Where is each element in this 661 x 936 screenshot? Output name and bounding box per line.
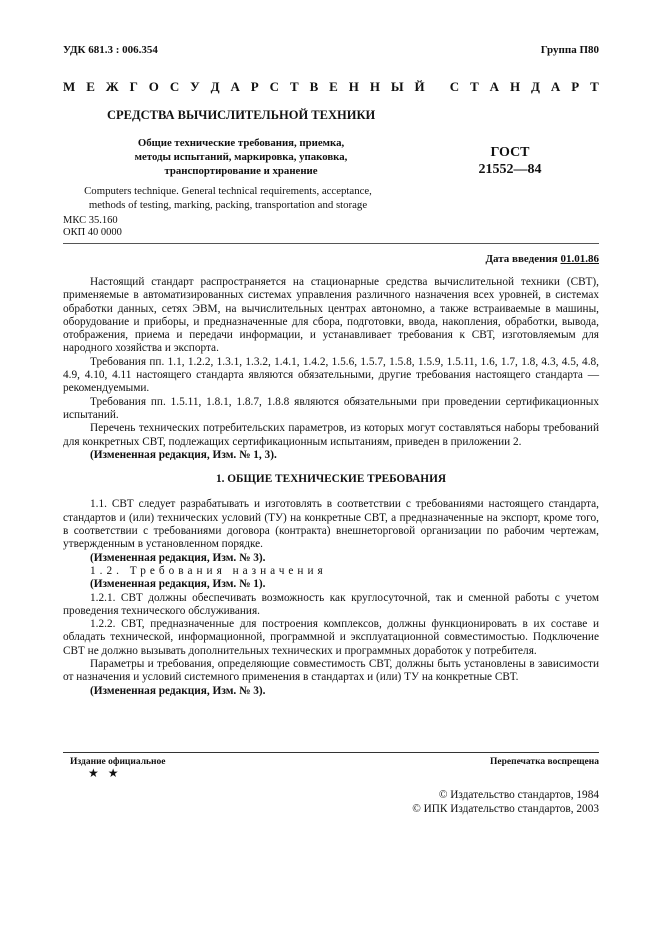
header-letter: Й [414,79,425,94]
header-letter: Н [348,79,359,94]
introduction-date [485,253,599,265]
subtitle-line: транспортирование и хранение [164,165,318,177]
header-letter: Ж [105,79,119,94]
document-subtitle [110,136,372,178]
header-letter: Н [509,79,521,94]
paragraph: 1.2.1. СВТ должны обеспечивать возможность как круглосуточной, так и сменной работы с учетом проведения технического обслуживания. [63,591,599,617]
header-letter: Е [329,79,338,94]
document-title: СРЕДСТВА ВЫЧИСЛИТЕЛЬНОЙ ТЕХНИКИ [107,108,376,122]
header-letter: Т [289,79,299,94]
okp-code: ОКП 40 0000 [63,227,122,238]
mks-code: МКС 35.160 [63,215,118,226]
header-letter: С [269,79,280,94]
header-letter: Н [369,79,380,94]
header-letter: А [550,79,561,94]
amendment-note: (Измененная редакция, Изм. № 1). [90,578,266,591]
header-letter: В [309,79,319,94]
paragraph: Перечень технических потребительских параметров, из которых могут составляться наборы требований для конкретных СВТ, подлежащих сертификационным испытаниям, приведен в приложении 2. [63,422,599,448]
group-code: Группа П80 [540,44,599,56]
subsection-heading: 1.2. Требования назначения [90,564,327,577]
header-letter: Г [129,79,138,94]
copyright-line: © ИПК Издательство стандартов, 2003 [412,802,599,815]
header-letter: У [190,79,200,94]
udk-code: УДК 681.3 : 006.354 [63,44,158,56]
header-letter: А [489,79,500,94]
footer-divider [63,752,599,753]
divider [63,243,599,244]
english-title [63,185,393,212]
reprint-prohibited-label: Перепечатка воспрещена [489,757,599,767]
date-label: Дата введения [485,253,558,265]
english-title-line: Computers technique. General technical requirements, acceptance, [84,185,372,197]
paragraph: 1.2.2. СВТ, предназначенные для построения комплексов, должны функционировать в их составе и обладать технической, информационной, программной и эксплуатационной совместимостью. Подключение СВТ не должно вызывать дополнительных технических и программных доработок у потребителя. [63,618,599,657]
copyright-line: © Издательство стандартов, 1984 [438,789,599,801]
header-letter: Д [210,79,220,94]
classification-codes [63,215,122,239]
header-letter: Ы [390,79,404,94]
header-letter: Т [590,79,599,94]
document-body [63,276,599,698]
paragraph: Настоящий стандарт распространяется на стационарные средства вычислительной техники (СВТ), применяемые в автоматизированных системах управления различного назначения всех уровней, в системах обработки данных, сетях ЭВМ, на вычислительных центрах автономно, а также встраиваемые в машины, оборудование и приборы, и предназначенные для сбора, подготовки, ввода, накопления, обработки, вывода, отображения, приема и передачи информации, и устанавливает требования к СВТ, изготовляемым для народного хозяйства и экспорта. [63,276,599,355]
header-letter: О [148,79,159,94]
header-letter: Р [571,79,580,94]
header-letter: М [63,79,76,94]
interstate-standard-header [63,79,599,95]
official-edition-label: Издание официальное [70,757,166,767]
header-letter: С [449,79,460,94]
copyright [412,789,599,816]
english-title-line: methods of testing, marking, packing, transportation and storage [88,198,368,211]
date-value: 01.01.86 [560,253,599,265]
subtitle-line: методы испытаний, маркировка, упаковка, [134,151,348,163]
gost-label: ГОСТ [490,145,530,160]
stars-icon: ★ ★ [88,766,122,780]
section-heading: 1. ОБЩИЕ ТЕХНИЧЕСКИЕ ТРЕБОВАНИЯ [215,473,447,486]
gost-number [460,144,560,178]
gost-code: 21552—84 [478,162,542,177]
amendment-note: (Измененная редакция, Изм. № 3). [90,551,266,564]
paragraph: Требования пп. 1.1, 1.2.2, 1.3.1, 1.3.2, 1.4.1, 1.4.2, 1.5.6, 1.5.7, 1.5.8, 1.5.9, 1.5.11, 1.6, 1.7, 1.8, 4.3, 4.5, 4.8, 4.9, 4.10, 4.11 настоящего стандарта являются обязательными, другие требования настоящего стандарта — рекомендуемыми. [63,355,599,395]
header-letter: А [230,79,240,94]
header-letter: Д [531,79,540,94]
paragraph: Требования пп. 1.5.11, 1.8.1, 1.8.7, 1.8.8 являются обязательными при проведении сертификационных испытаний. [63,395,599,421]
paragraph: 1.1. СВТ следует разрабатывать и изготовлять в соответствии с требованиями настоящего стандарта, стандартов и (или) технических условий (ТУ) на конкретные СВТ, а предназначенные на экспорт, кроме того, в соответствии с требованиями договора (контракта) внешнеторговой организации по рабочим чертежам, утвержденным в установленном порядке. [63,498,599,551]
header-letter: С [169,79,180,94]
header-letter: Р [250,79,259,94]
amendment-note: (Измененная редакция, Изм. № 3). [90,684,266,697]
paragraph: Параметры и требования, определяющие совместимость СВТ, должны быть установлены в зависимости от назначения и условий системного применения в стандартах и (или) ТУ на конкретные СВТ. [63,658,599,684]
header-letter: Е [86,79,95,94]
subtitle-line: Общие технические требования, приемка, [137,137,345,149]
header-letter [436,79,439,95]
amendment-note: (Измененная редакция, Изм. № 1, 3). [90,448,277,461]
header-letter: Т [470,79,479,94]
